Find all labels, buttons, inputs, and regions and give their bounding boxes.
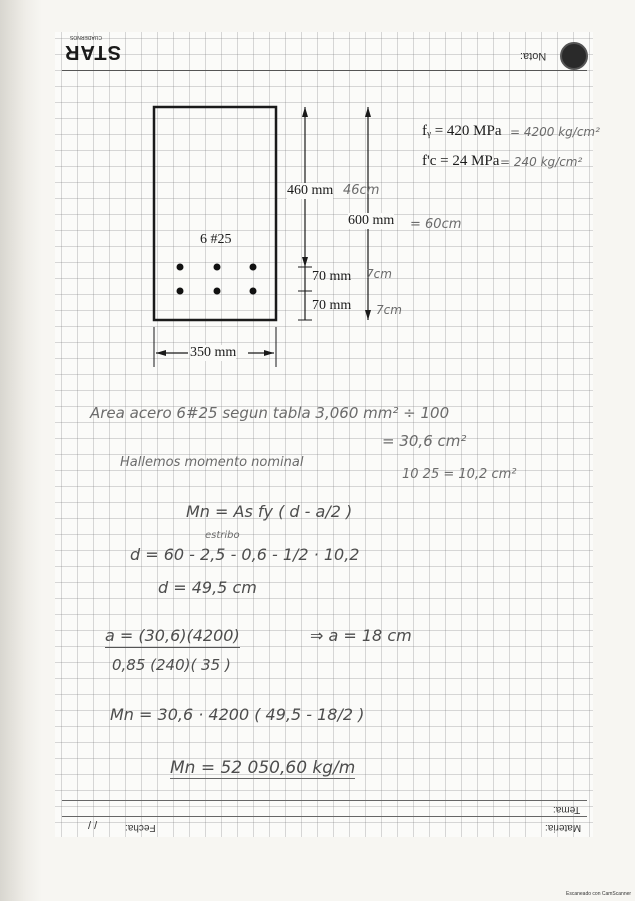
fy-value: fᵧ = 420 MPa — [422, 123, 502, 139]
fc-conversion: = 240 kg/cm² — [500, 155, 583, 169]
footer-rule-1 — [62, 800, 587, 801]
dim-70b-label: 70 mm — [312, 298, 352, 313]
brand-logo: STAR — [64, 41, 121, 63]
result-a: ⇒ a = 18 cm — [310, 626, 412, 645]
bars-label: 6 #25 — [200, 232, 232, 247]
scanner-watermark: Escaneado con CamScanner — [566, 891, 632, 897]
dim-70a-note: 7cm — [366, 267, 392, 281]
fc-value: f'c = 24 MPa — [422, 153, 500, 169]
formula-a-denominator: 0,85 (240)( 35 ) — [112, 656, 231, 674]
nota-label: Nota: — [520, 50, 547, 62]
fy-conversion: = 4200 kg/cm² — [510, 125, 600, 139]
formula-d: d = 60 - 2,5 - 0,6 - 1/2 · 10,2 — [130, 545, 360, 564]
dim-600-label: 600 mm — [348, 213, 395, 228]
materia-label: Materia: — [545, 822, 582, 833]
beam-section-figure — [140, 95, 390, 380]
dim-460-note: 46cm — [343, 183, 380, 198]
dim-600-note: = 60cm — [410, 217, 462, 232]
seal-icon — [560, 42, 588, 70]
header-rule — [62, 70, 587, 71]
result-d: d = 49,5 cm — [158, 578, 257, 597]
dim-70a-label: 70 mm — [312, 269, 352, 284]
formula-a-numerator: a = (30,6)(4200) — [105, 626, 240, 648]
note-area-acero: Area acero 6#25 segun tabla 3,060 mm² ÷ 100 — [90, 404, 450, 422]
note-momento-nominal: Hallemos momento nominal — [120, 455, 304, 470]
dim-70b-note: 7cm — [376, 303, 402, 317]
result-mn: Mn = 52 050,60 kg/m — [170, 758, 356, 778]
tema-label: Tema: — [553, 804, 581, 815]
note-estribo: estribo — [205, 530, 240, 541]
footer-rule-2 — [62, 816, 587, 817]
dim-460-label: 460 mm — [287, 183, 334, 198]
fecha-label: Fecha: — [125, 822, 156, 833]
binding-shadow — [0, 0, 42, 901]
dim-350-label: 350 mm — [190, 345, 237, 360]
formula-mn-substituted: Mn = 30,6 · 4200 ( 49,5 - 18/2 ) — [110, 705, 365, 724]
note-area-cm2: = 30,6 cm² — [382, 432, 467, 450]
fecha-value: / / — [88, 820, 98, 832]
note-bar-area: 10 25 = 10,2 cm² — [402, 467, 517, 482]
brand-subtitle: CUADERNOS — [70, 34, 102, 40]
formula-mn: Mn = As fy ( d - a/2 ) — [186, 502, 353, 521]
